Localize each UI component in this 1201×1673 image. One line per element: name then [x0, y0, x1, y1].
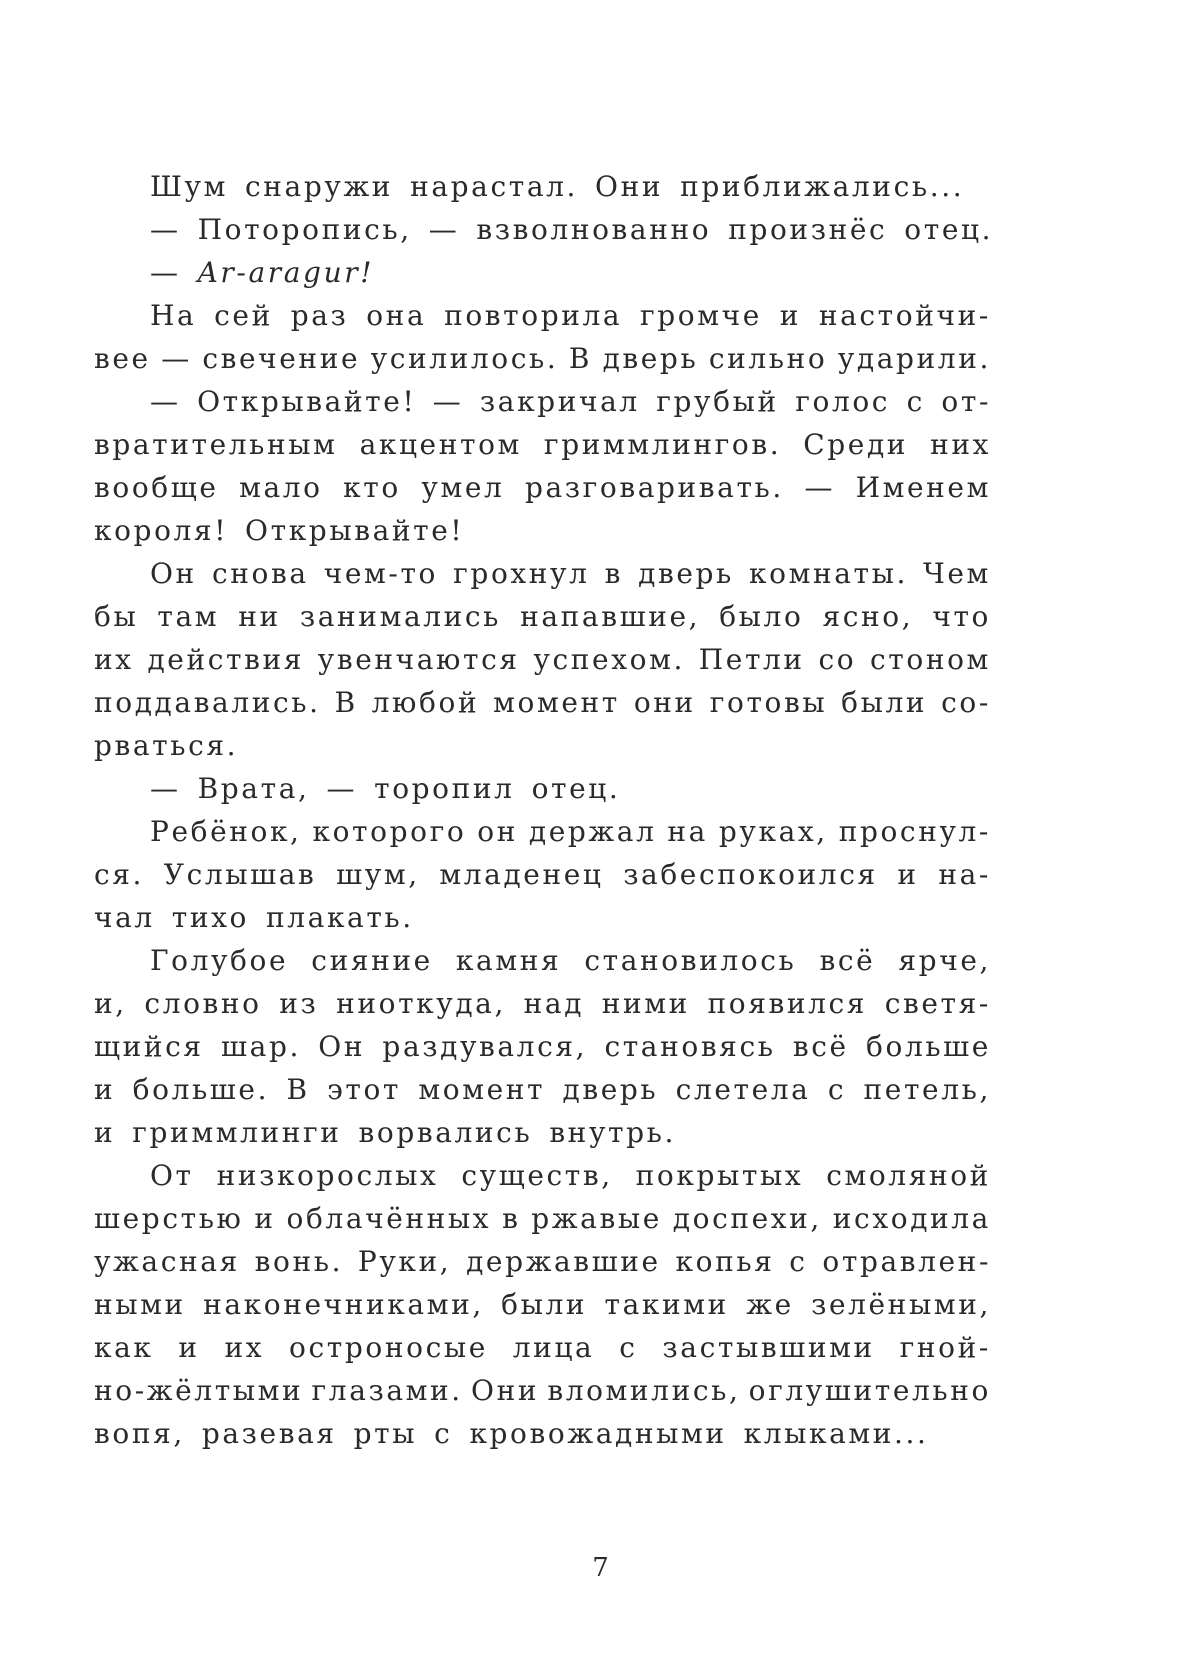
- word: Петли: [698, 643, 805, 676]
- word: повторила: [444, 299, 623, 332]
- word: сияние: [311, 944, 433, 977]
- word: раздувался,: [382, 1030, 588, 1063]
- word: —: [150, 213, 181, 246]
- word: с: [434, 1417, 453, 1450]
- word: Поторопись,: [197, 213, 412, 246]
- word: глазами.: [311, 1374, 463, 1407]
- word: —: [161, 342, 192, 375]
- word: чал: [94, 901, 155, 934]
- text-line: [94, 337, 991, 380]
- word: момент: [493, 686, 620, 719]
- text-line: [94, 294, 991, 337]
- word: разевая: [201, 1417, 337, 1450]
- word: закричал: [479, 385, 640, 418]
- word: настойчи-: [818, 299, 991, 332]
- word: —: [150, 772, 181, 805]
- word: сильно: [708, 342, 828, 375]
- word: ясно,: [822, 600, 914, 633]
- word: снова: [211, 557, 309, 590]
- word: низкорослых: [216, 1159, 439, 1192]
- word: действия: [147, 643, 304, 676]
- word: из: [279, 987, 319, 1020]
- word: От: [150, 1159, 194, 1192]
- word: же: [746, 1288, 794, 1321]
- word: готовы: [709, 686, 828, 719]
- word: нарастал.: [410, 170, 579, 203]
- word: доспехи,: [672, 1202, 822, 1235]
- word: ржавые: [531, 1202, 662, 1235]
- word: этот: [327, 1073, 401, 1106]
- word: становилось: [584, 944, 797, 977]
- word: клыками...: [743, 1417, 929, 1450]
- text-line: [94, 423, 991, 466]
- text-line: [94, 208, 994, 251]
- word: голос: [795, 385, 891, 418]
- text-line: [94, 1326, 991, 1369]
- word: гной-: [899, 1331, 991, 1364]
- word: вопя,: [94, 1417, 185, 1450]
- word: шерстью: [94, 1202, 244, 1235]
- word: он: [477, 815, 518, 848]
- word: Чем: [923, 557, 991, 590]
- word: их: [94, 643, 134, 676]
- word: на-: [938, 858, 991, 891]
- word: с: [906, 385, 925, 418]
- word: руках,: [718, 815, 828, 848]
- text-line: [94, 1197, 991, 1240]
- word: наконечниками,: [203, 1288, 484, 1321]
- word: были: [501, 1288, 588, 1321]
- word: словно: [144, 987, 262, 1020]
- word: всё: [792, 1030, 849, 1063]
- word: там: [157, 600, 220, 633]
- word: зелёными,: [811, 1288, 991, 1321]
- word: что: [932, 600, 991, 633]
- word: напавшие,: [520, 600, 701, 633]
- word: со: [818, 643, 857, 676]
- word: грубый: [656, 385, 779, 418]
- word: внутрь.: [549, 1116, 676, 1149]
- word: слетела: [675, 1073, 811, 1106]
- word: застывшими: [662, 1331, 875, 1364]
- word: ужасная: [94, 1245, 240, 1278]
- text-line: [94, 896, 991, 939]
- word: существ,: [461, 1159, 613, 1192]
- word: Он: [150, 557, 197, 590]
- text-line: [94, 165, 991, 208]
- word: усилилось.: [370, 342, 559, 375]
- text-line: [94, 638, 991, 681]
- word: ся.: [94, 858, 145, 891]
- word: них: [930, 428, 991, 461]
- word: В: [568, 342, 593, 375]
- word: Они: [471, 1374, 540, 1407]
- text-line: [94, 380, 991, 423]
- text-line: [94, 1412, 991, 1455]
- word: такими: [604, 1288, 729, 1321]
- text-line: [94, 1068, 991, 1111]
- word: —: [804, 471, 836, 504]
- word: ни: [238, 600, 281, 633]
- text-line: [94, 509, 991, 552]
- word: тихо: [171, 901, 249, 934]
- word: и: [779, 299, 802, 332]
- word: свечение: [202, 342, 361, 375]
- word: и: [94, 1116, 116, 1149]
- text-line: [94, 767, 991, 810]
- word: вообще: [94, 471, 219, 504]
- word: на: [667, 815, 708, 848]
- text-line: [94, 1240, 991, 1283]
- word: чем-то: [323, 557, 439, 590]
- word: В: [334, 686, 358, 719]
- word: как: [94, 1331, 154, 1364]
- word: плакать.: [266, 901, 414, 934]
- word: и: [94, 1073, 116, 1106]
- word: отец.: [531, 772, 621, 805]
- word: Ребёнок,: [150, 815, 302, 848]
- word: вонь.: [254, 1245, 344, 1278]
- word: младенец: [439, 858, 604, 891]
- word: Открывайте!: [197, 385, 417, 418]
- word: сей: [214, 299, 273, 332]
- text-line: [94, 939, 991, 982]
- word: короля!: [94, 514, 229, 547]
- word: ударили.: [837, 342, 991, 375]
- word: умел: [421, 471, 505, 504]
- word: Открывайте!: [245, 514, 465, 547]
- word: забеспокоился: [623, 858, 878, 891]
- word: Шум: [150, 170, 229, 203]
- word: Они: [595, 170, 664, 203]
- word: приближались...: [680, 170, 965, 203]
- word: ниоткуда,: [336, 987, 506, 1020]
- word: стоном: [870, 643, 991, 676]
- word: ными: [94, 1288, 186, 1321]
- word: которого: [312, 815, 467, 848]
- word: произнёс: [728, 213, 888, 246]
- word: —: [432, 385, 464, 418]
- word: светя-: [884, 987, 991, 1020]
- text-line: [94, 466, 991, 509]
- word: остроносые: [289, 1331, 488, 1364]
- word: Ar-aragur!: [197, 256, 375, 289]
- word: отец.: [904, 213, 994, 246]
- word: рты: [353, 1417, 418, 1450]
- word: дверь: [562, 1073, 659, 1106]
- word: комнаты.: [749, 557, 908, 590]
- text-line: [94, 1025, 991, 1068]
- word: любой: [371, 686, 480, 719]
- word: Именем: [855, 471, 991, 504]
- word: проснул-: [838, 815, 991, 848]
- word: покрытых: [635, 1159, 804, 1192]
- text-line: [94, 595, 991, 638]
- word: шар.: [221, 1030, 301, 1063]
- word: —: [326, 772, 358, 805]
- word: над: [523, 987, 585, 1020]
- word: гриммлингов.: [543, 428, 782, 461]
- text-line: [94, 853, 991, 896]
- word: —: [428, 213, 460, 246]
- word: вломились,: [547, 1374, 741, 1407]
- word: облачённых: [286, 1202, 492, 1235]
- word: Он: [318, 1030, 366, 1063]
- word: оглушительно: [748, 1374, 991, 1407]
- word: успехом.: [533, 643, 685, 676]
- word: и,: [94, 987, 127, 1020]
- word: рваться.: [94, 729, 239, 762]
- word: поддавались.: [94, 686, 321, 719]
- word: вратительным: [94, 428, 338, 461]
- word: ними: [601, 987, 690, 1020]
- word: снаружи: [245, 170, 394, 203]
- word: На: [150, 299, 197, 332]
- word: они: [633, 686, 696, 719]
- word: Врата,: [197, 772, 310, 805]
- word: с: [827, 1073, 847, 1106]
- word: в: [502, 1202, 521, 1235]
- word: и: [178, 1331, 200, 1364]
- word: со-: [941, 686, 991, 719]
- text-line: [94, 1111, 991, 1154]
- word: В: [286, 1073, 310, 1106]
- word: больше.: [132, 1073, 270, 1106]
- word: взволнованно: [476, 213, 712, 246]
- word: больше: [866, 1030, 991, 1063]
- word: Руки,: [357, 1245, 452, 1278]
- text-line: [94, 1154, 991, 1197]
- word: акцентом: [359, 428, 522, 461]
- word: —: [150, 385, 181, 418]
- word: но-жёлтыми: [94, 1374, 304, 1407]
- word: торопил: [374, 772, 515, 805]
- word: и: [254, 1202, 276, 1235]
- word: момент: [418, 1073, 546, 1106]
- word: с: [789, 1245, 808, 1278]
- text-line: [94, 681, 991, 724]
- text-line: [94, 1369, 991, 1412]
- word: дверь: [602, 342, 699, 375]
- text-line: [94, 982, 991, 1025]
- word: занимались: [299, 600, 502, 633]
- word: громче: [640, 299, 762, 332]
- word: копья: [675, 1245, 775, 1278]
- word: вее: [94, 342, 151, 375]
- word: в: [604, 557, 624, 590]
- word: щийся: [94, 1030, 204, 1063]
- word: смоляной: [826, 1159, 991, 1192]
- word: Услышав: [163, 858, 317, 891]
- word: держал: [528, 815, 657, 848]
- word: становясь: [604, 1030, 776, 1063]
- word: шум,: [336, 858, 420, 891]
- word: и: [897, 858, 919, 891]
- word: лица: [512, 1331, 595, 1364]
- word: мало: [239, 471, 323, 504]
- text-line: [94, 251, 991, 294]
- text-line: [94, 1283, 991, 1326]
- word: исходила: [832, 1202, 991, 1235]
- word: было: [719, 600, 804, 633]
- word: она: [366, 299, 427, 332]
- word: отравлен-: [822, 1245, 991, 1278]
- word: от-: [941, 385, 991, 418]
- body-text: [94, 165, 994, 1455]
- word: всё: [819, 944, 876, 977]
- word: Среди: [803, 428, 909, 461]
- word: увенчаются: [317, 643, 520, 676]
- word: были: [841, 686, 928, 719]
- word: петель,: [863, 1073, 991, 1106]
- word: грохнул: [453, 557, 590, 590]
- text-line: [94, 810, 991, 853]
- word: ворвались: [358, 1116, 533, 1149]
- text-line: [94, 552, 991, 595]
- word: —: [150, 256, 181, 289]
- word: разговаривать.: [524, 471, 784, 504]
- word: бы: [94, 600, 139, 633]
- text-line: [94, 724, 991, 767]
- word: кровожадными: [469, 1417, 727, 1450]
- word: гриммлинги: [132, 1116, 342, 1149]
- word: державшие: [466, 1245, 661, 1278]
- word: с: [619, 1331, 638, 1364]
- word: дверь: [638, 557, 734, 590]
- word: камня: [455, 944, 562, 977]
- word: Голубое: [150, 944, 289, 977]
- word: появился: [707, 987, 868, 1020]
- word: раз: [290, 299, 349, 332]
- word: кто: [343, 471, 401, 504]
- word: ярче,: [898, 944, 991, 977]
- word: их: [224, 1331, 265, 1364]
- page-number: 7: [592, 1553, 609, 1583]
